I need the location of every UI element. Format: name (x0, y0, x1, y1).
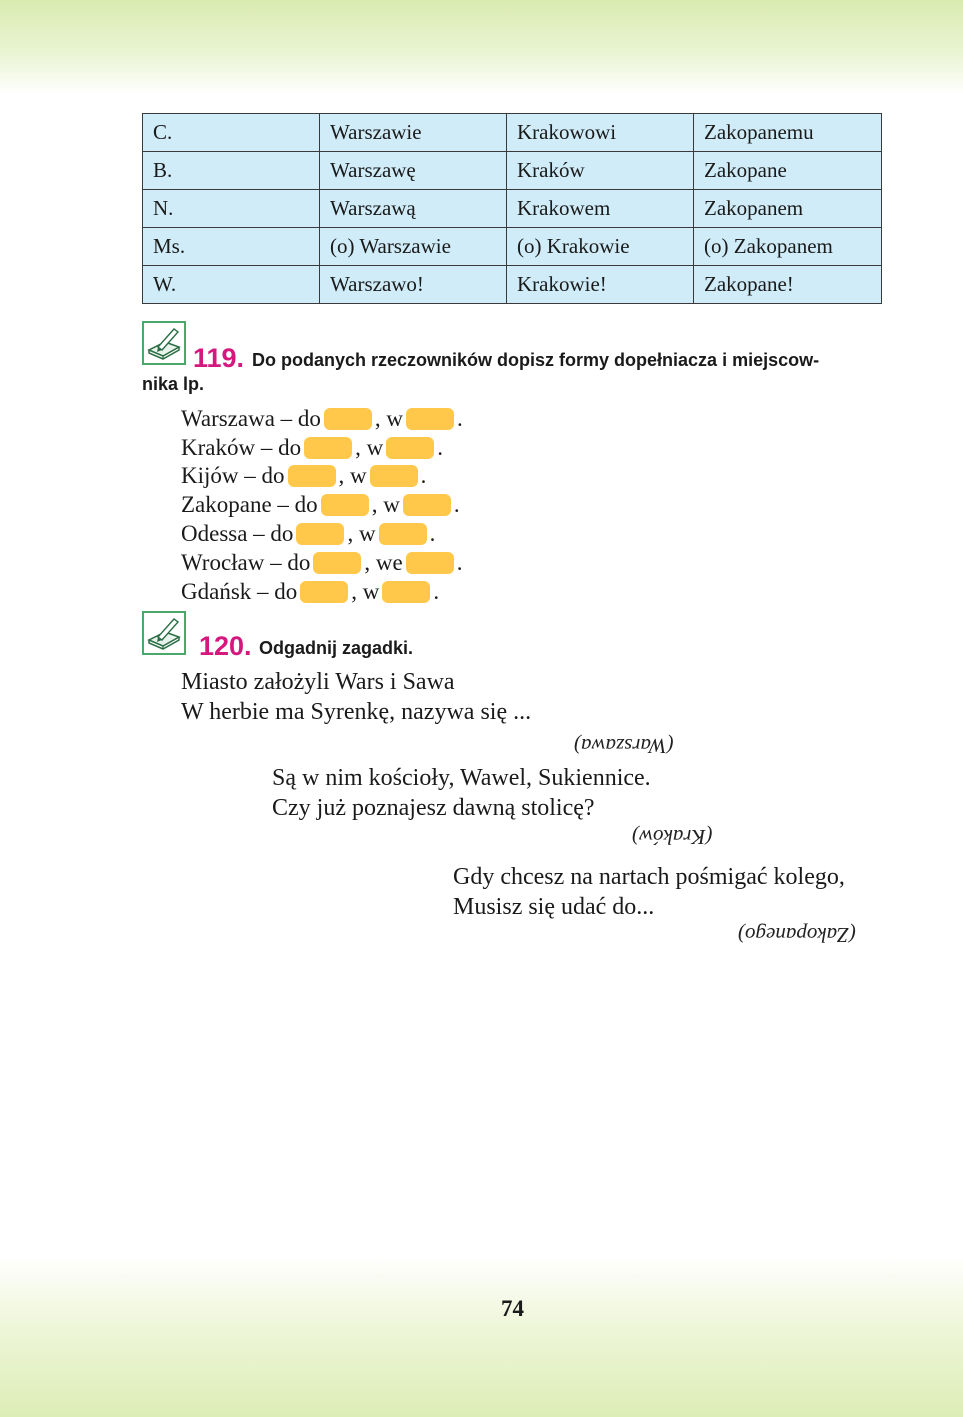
case-label-cell: Ms. (143, 228, 320, 266)
exercise-preposition: , w (338, 463, 367, 489)
exercise-end: . (429, 520, 436, 546)
exercise-end: . (456, 549, 463, 575)
riddle-2 (272, 763, 651, 823)
case-form-cell: Zakopanem (694, 190, 882, 228)
table-row (143, 266, 882, 304)
case-form-cell: Warszawę (320, 152, 507, 190)
table-row (143, 190, 882, 228)
exercise-line (181, 403, 463, 431)
exercise-line (181, 432, 443, 460)
case-form-cell: Zakopanemu (694, 114, 882, 152)
case-label-cell: W. (143, 266, 320, 304)
exercise-preposition: , w (355, 434, 384, 460)
task-119-instruction-line2: nika lp. (142, 374, 205, 394)
task-119-number: 119. (193, 343, 245, 373)
task-119-instruction-line1: Do podanych rzeczowników dopisz formy dopełniacza i miejscow- (252, 350, 820, 370)
case-form-cell: (o) Zakopanem (694, 228, 882, 266)
answer-blank-genitive[interactable] (313, 552, 361, 574)
exercise-preposition: , w (351, 578, 380, 604)
case-form-cell: Krakowie! (507, 266, 694, 304)
exercise-end: . (457, 405, 463, 431)
book-pencil-icon (142, 321, 186, 365)
riddle-2-line1: Są w nim kościoły, Wawel, Sukiennice. (272, 765, 651, 791)
exercise-line (181, 518, 435, 546)
riddle-1 (181, 667, 531, 727)
riddle-3 (453, 862, 845, 922)
answer-blank-locative[interactable] (406, 408, 454, 430)
exercise-end: . (453, 492, 460, 518)
answer-blank-locative[interactable] (386, 437, 434, 459)
answer-blank-genitive[interactable] (300, 581, 348, 603)
exercise-line (181, 547, 462, 575)
case-label-cell: C. (143, 114, 320, 152)
case-form-cell: Zakopane (694, 152, 882, 190)
answer-blank-genitive[interactable] (304, 437, 352, 459)
case-form-cell: Krakowowi (507, 114, 694, 152)
case-form-cell: Zakopane! (694, 266, 882, 304)
case-form-cell: Warszawą (320, 190, 507, 228)
exercise-line (181, 576, 439, 604)
riddle-3-line1: Gdy chcesz na nartach pośmigać kolego, (453, 864, 845, 890)
riddle-2-answer: (Kraków) (632, 825, 713, 849)
answer-blank-genitive[interactable] (324, 408, 372, 430)
exercise-preposition: , we (364, 549, 403, 575)
exercise-end: . (433, 578, 440, 604)
riddle-1-answer: (Warszawa) (574, 734, 674, 758)
answer-blank-locative[interactable] (403, 494, 451, 516)
exercise-preposition: , w (374, 405, 404, 431)
exercise-line (181, 461, 426, 489)
case-form-cell: Warszawo! (320, 266, 507, 304)
exercise-noun: Warszawa – do (181, 405, 321, 431)
exercise-noun: Wrocław – do (181, 549, 311, 575)
exercise-noun: Odessa – do (181, 520, 294, 546)
declension-table (142, 113, 882, 304)
header-band (0, 0, 963, 95)
book-pencil-icon (142, 611, 186, 655)
riddle-1-line1: Miasto założyli Wars i Sawa (181, 669, 455, 695)
case-form-cell: Kraków (507, 152, 694, 190)
riddle-3-line2: Musisz się udać do... (453, 894, 655, 920)
case-form-cell: (o) Krakowie (507, 228, 694, 266)
exercise-end: . (420, 463, 427, 489)
task-120-instruction: Odgadnij zagadki. (259, 638, 414, 658)
case-label-cell: B. (143, 152, 320, 190)
answer-blank-locative[interactable] (370, 465, 418, 487)
table-row (143, 228, 882, 266)
page-number: 74 (501, 1296, 524, 1321)
answer-blank-genitive[interactable] (296, 523, 344, 545)
case-form-cell: Krakowem (507, 190, 694, 228)
answer-blank-locative[interactable] (406, 552, 454, 574)
exercise-noun: Kraków – do (181, 434, 302, 460)
riddle-2-line2: Czy już poznajesz dawną stolicę? (272, 795, 595, 821)
task-120-number: 120. (199, 631, 252, 661)
answer-blank-locative[interactable] (379, 523, 427, 545)
riddle-1-line2: W herbie ma Syrenkę, nazywa się ... (181, 699, 532, 725)
exercise-preposition: , w (347, 520, 376, 546)
exercise-noun: Zakopane – do (181, 492, 318, 518)
case-label-cell: N. (143, 190, 320, 228)
exercise-noun: Gdańsk – do (181, 578, 298, 604)
exercise-end: . (437, 434, 443, 460)
answer-blank-genitive[interactable] (321, 494, 369, 516)
answer-blank-genitive[interactable] (288, 465, 336, 487)
footer-band (0, 1255, 963, 1417)
table-row (143, 114, 882, 152)
exercise-line (181, 489, 460, 517)
table-row (143, 152, 882, 190)
riddle-3-answer: (Zakopanego) (738, 923, 856, 947)
case-form-cell: (o) Warszawie (320, 228, 507, 266)
case-form-cell: Warszawie (320, 114, 507, 152)
answer-blank-locative[interactable] (382, 581, 430, 603)
exercise-preposition: , w (371, 492, 400, 518)
exercise-noun: Kijów – do (181, 463, 285, 489)
